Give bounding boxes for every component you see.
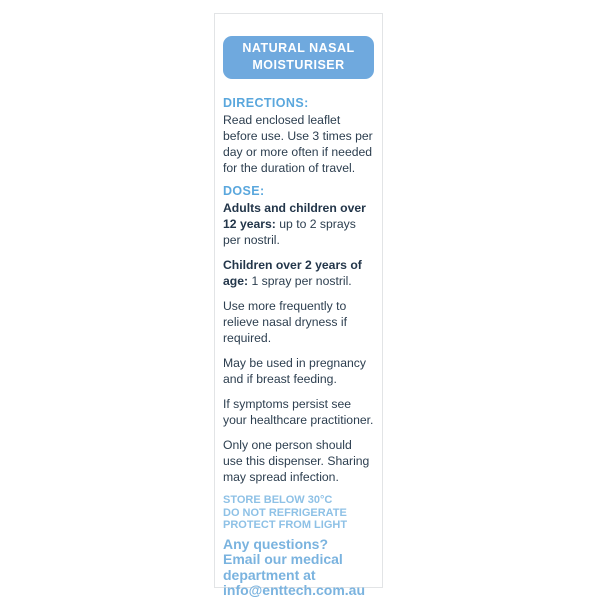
dose-children xyxy=(223,257,374,289)
directions-heading: DIRECTIONS: xyxy=(223,96,309,110)
product-name-line-2: MOISTURISER xyxy=(252,58,345,72)
dose-adults xyxy=(223,200,374,248)
storage-temperature: STORE BELOW 30°C xyxy=(223,494,333,506)
contact-email-address: info@enttech.com.au xyxy=(223,582,365,598)
dose-children-amount: 1 spray per nostril. xyxy=(248,274,352,288)
note-frequency: Use more frequently to relieve nasal dryness if required. xyxy=(223,299,347,345)
product-name-banner xyxy=(223,36,374,79)
dose-children-label: Children over 2 years of age: xyxy=(223,258,362,288)
contact-department: department at xyxy=(223,566,316,583)
storage-light: PROTECT FROM LIGHT xyxy=(223,519,348,531)
product-label-panel xyxy=(214,13,383,598)
contact-email-prompt: Email our medical xyxy=(223,551,343,567)
note-sharing: Only one person should use this dispenser. Sharing may spread infection. xyxy=(223,438,370,484)
storage-refrigerate: DO NOT REFRIGERATE xyxy=(223,506,347,519)
dose-adults-amount: up to 2 sprays per nostril. xyxy=(223,217,356,247)
contact-question: Any questions? xyxy=(223,535,329,552)
dose-heading: DOSE: xyxy=(223,184,265,198)
note-pregnancy: May be used in pregnancy and if breast feeding. xyxy=(223,356,366,386)
contact-block xyxy=(223,537,374,599)
storage-instructions xyxy=(223,494,374,532)
note-symptoms: If symptoms persist see your healthcare practitioner. xyxy=(223,397,374,427)
directions-text: Read enclosed leaflet before use. Use 3 times per day or more often if needed for the duration of travel. xyxy=(223,113,373,175)
dose-adults-label: Adults and children over 12 years: xyxy=(223,201,366,231)
product-name-line-1: NATURAL NASAL xyxy=(242,41,355,55)
